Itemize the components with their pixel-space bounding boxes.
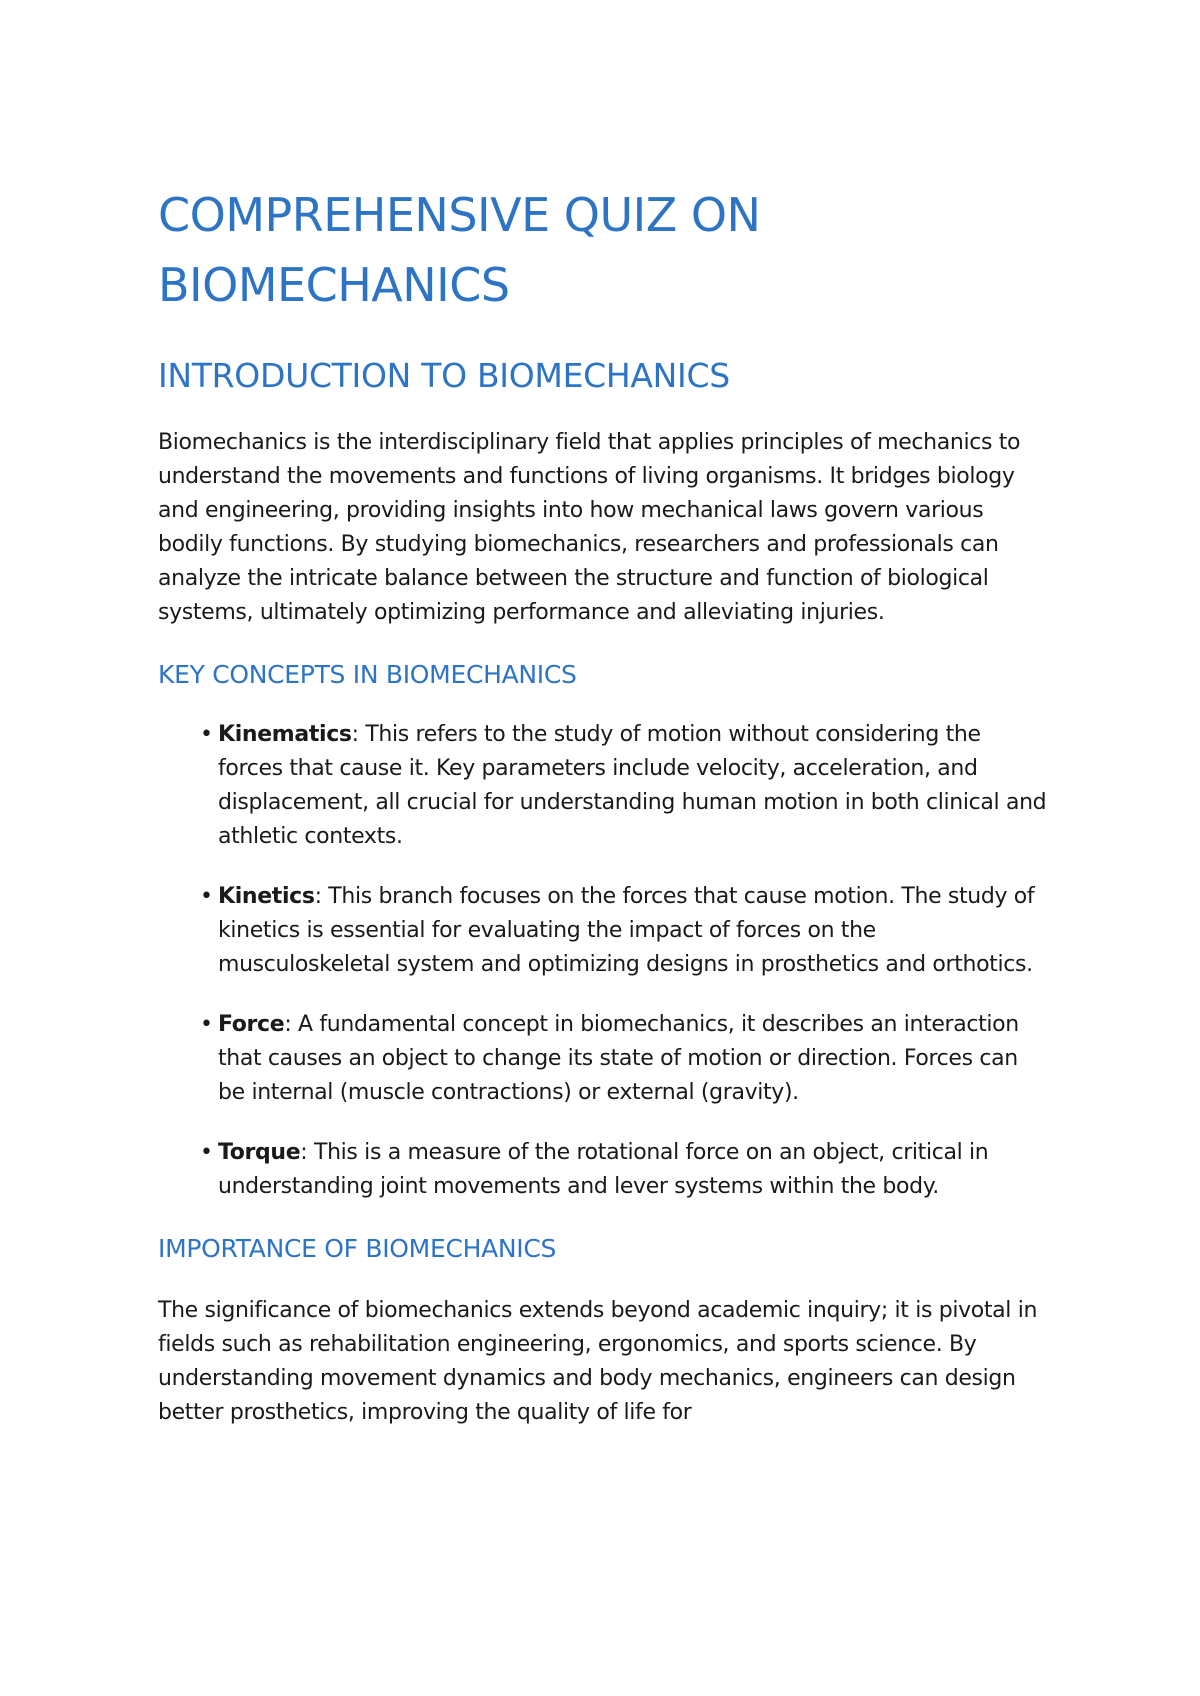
concept-term: Torque bbox=[218, 1140, 301, 1165]
importance-paragraph: The significance of biomechanics extends beyond academic inquiry; it is pivotal in fields such as rehabilitation engineering, ergonomics, and sports science. By understanding movement dynamics and body mechanics, engineers can design better prosthetics, improving the quality of life for bbox=[158, 1298, 1038, 1425]
bullet-icon: • bbox=[200, 1140, 213, 1165]
concept-description: : This refers to the study of motion without considering the forces that cause it. Key parameters include velocity, acceleration, and displacement, all crucial for understanding human motion in both clinical and athletic contexts. bbox=[218, 722, 1047, 849]
concept-description: : A fundamental concept in biomechanics, it describes an interaction that causes an object to change its state of motion or direction. Forces can be internal (muscle contractions) or external (gravity). bbox=[218, 1012, 1019, 1105]
key-concepts-heading: KEY CONCEPTS IN BIOMECHANICS bbox=[158, 660, 577, 689]
concept-description: : This is a measure of the rotational force on an object, critical in understanding joint movements and lever systems within the body. bbox=[218, 1140, 989, 1199]
concept-term: Kinetics bbox=[218, 884, 315, 909]
introduction-heading: INTRODUCTION TO BIOMECHANICS bbox=[158, 356, 730, 395]
importance-heading: IMPORTANCE OF BIOMECHANICS bbox=[158, 1234, 557, 1263]
bullet-icon: • bbox=[200, 1012, 213, 1037]
concept-item-force bbox=[200, 1008, 1050, 1110]
bullet-icon: • bbox=[200, 884, 213, 909]
key-concepts-list bbox=[158, 718, 1050, 1204]
concept-item-torque bbox=[200, 1136, 1050, 1204]
concept-description: : This branch focuses on the forces that cause motion. The study of kinetics is essential for evaluating the impact of forces on the musculoskeletal system and optimizing designs in prosthetics and orthotics. bbox=[218, 884, 1035, 977]
concept-term: Kinematics bbox=[218, 722, 352, 747]
bullet-icon: • bbox=[200, 722, 213, 747]
document-title: COMPREHENSIVE QUIZ ON BIOMECHANICS bbox=[158, 188, 761, 312]
concept-item-kinetics bbox=[200, 880, 1050, 982]
concept-term: Force bbox=[218, 1012, 285, 1037]
introduction-paragraph: Biomechanics is the interdisciplinary field that applies principles of mechanics to understand the movements and functions of living organisms. It bridges biology and engineering, providing insights into how mechanical laws govern various bodily functions. By studying biomechanics, researchers and professionals can analyze the intricate balance between the structure and function of biological systems, ultimately optimizing performance and alleviating injuries. bbox=[158, 430, 1021, 625]
concept-item-kinematics bbox=[200, 718, 1050, 854]
